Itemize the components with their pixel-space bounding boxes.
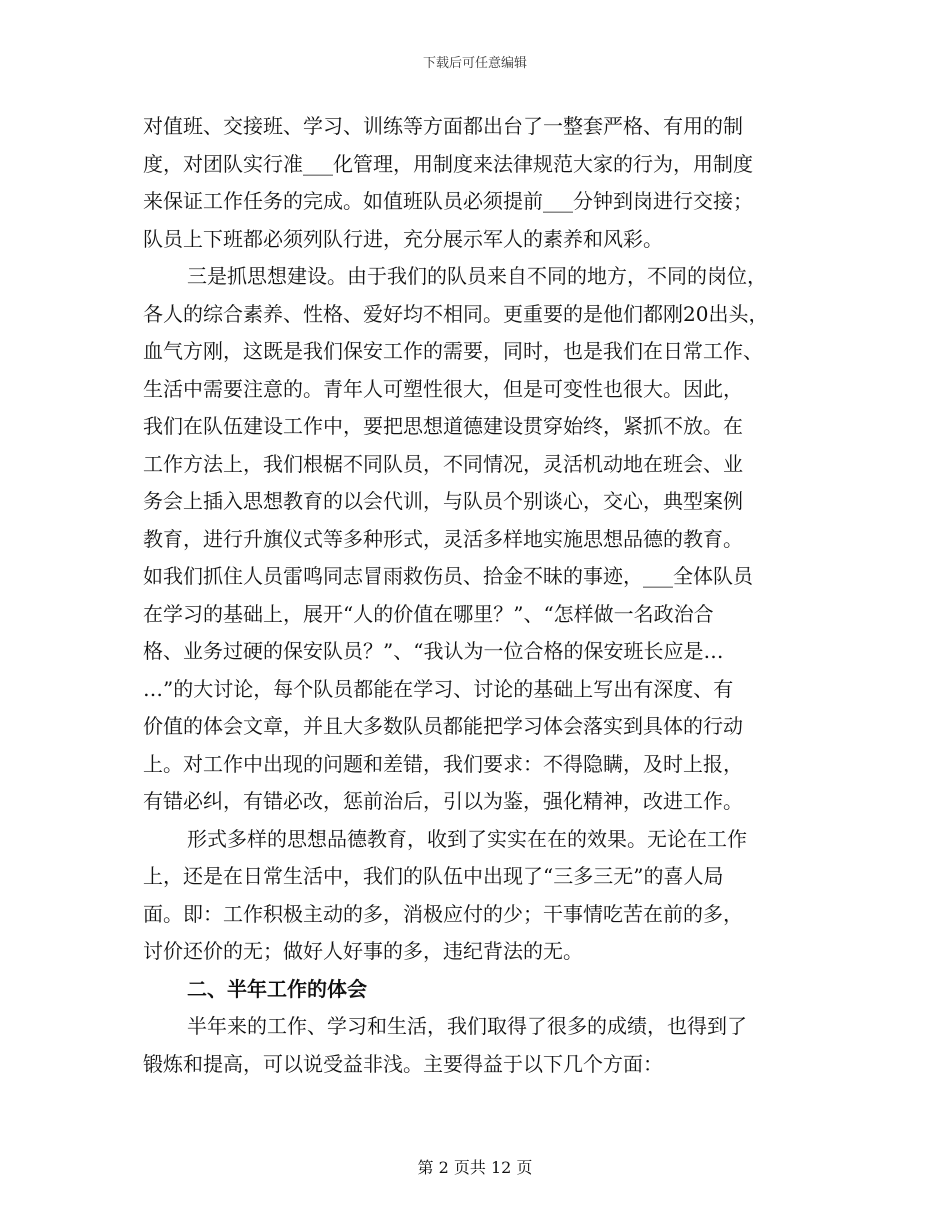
text-line: 对值班、交接班、学习、训练等方面都出台了一整套严格、有用的制	[143, 114, 743, 138]
text-line: 有错必纠，有错必改，惩前治后，引以为鉴，强化精神，改进工作。	[143, 789, 743, 813]
text-line: 各人的综合素养、性格、爱好均不相同。更重要的是他们都刚20出头，	[143, 301, 769, 326]
text-line: 如我们抓住人员雷鸣同志冒雨救伤员、拾金不昧的事迹，___全体队员	[143, 564, 753, 588]
text-line: 价值的体会文章，并且大多数队员都能把学习体会落实到具体的行动	[143, 714, 743, 738]
text-line: …”的大讨论，每个队员都能在学习、讨论的基础上写出有深度、有	[143, 676, 734, 701]
text-line: 面。即：工作积极主动的多，消极应付的少；干事情吃苦在前的多，	[143, 901, 743, 926]
text-line: 工作方法上，我们根椐不同队员，不同情况，灵活机动地在班会、业	[143, 451, 743, 476]
text-line: 务会上插入思想教育的以会代训，与队员个别谈心，交心，典型案例	[143, 489, 743, 513]
paragraph-start: 三是抓思想建设。由于我们的队员来自不同的地方，不同的岗位，	[187, 264, 767, 288]
paragraph-start: 半年来的工作、学习和生活，我们取得了很多的成绩，也得到了	[187, 1014, 747, 1038]
text-line: 教育，进行升旗仪式等多种形式，灵活多样地实施思想品德的教育。	[143, 526, 743, 551]
document-body	[143, 108, 815, 1083]
text-line: 讨价还价的无；做好人好事的多，违纪背法的无。	[143, 939, 583, 963]
page-footer: 第 2 页共 12 页	[417, 1158, 533, 1177]
text-line: 我们在队伍建设工作中，要把思想道德建设贯穿始终，紧抓不放。在	[143, 414, 743, 438]
text-line: 血气方刚，这既是我们保安工作的需要，同时，也是我们在日常工作、	[143, 339, 763, 363]
text-line: 格、业务过硬的保安队员？”、“我认为一位合格的保安班长应是…	[143, 639, 724, 663]
paragraph-start: 形式多样的思想品德教育，收到了实实在在的效果。无论在工作	[187, 826, 747, 851]
section-heading: 二、半年工作的体会	[187, 976, 367, 1001]
text-line: 上。对工作中出现的问题和差错，我们要求：不得隐瞒，及时上报，	[143, 751, 743, 776]
text-line: 上，还是在日常生活中，我们的队伍中出现了“三多三无”的喜人局	[143, 864, 724, 888]
text-line: 度，对团队实行准___化管理，用制度来法律规范大家的行为，用制度	[143, 151, 753, 176]
text-line: 生活中需要注意的。青年人可塑性很大，但是可变性也很大。因此，	[143, 376, 743, 401]
text-line: 队员上下班都必须列队行进，充分展示军人的素养和风彩。	[143, 226, 663, 251]
text-line: 锻炼和提高，可以说受益非浅。主要得益于以下几个方面：	[143, 1051, 663, 1076]
text-line: 在学习的基础上，展开“人的价值在哪里？”、“怎样做一名政治合	[143, 601, 714, 626]
text-line: 来保证工作任务的完成。如值班队员必须提前___分钟到岗进行交接；	[143, 189, 753, 213]
page-header: 下载后可任意编辑	[422, 56, 527, 71]
